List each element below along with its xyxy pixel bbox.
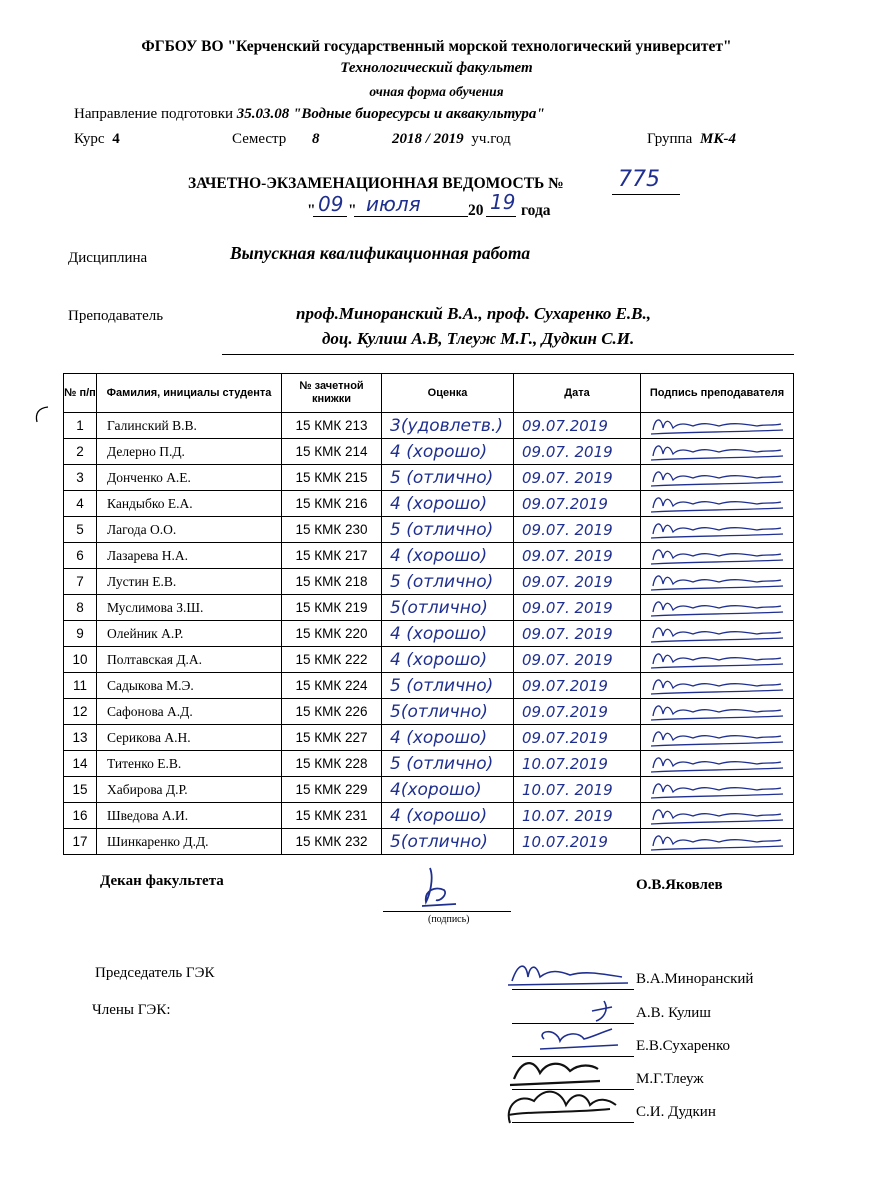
student-name: Кандыбко Е.А. (97, 491, 282, 517)
col-header-book: № зачетной книжки (282, 374, 382, 413)
grade: 4(хорошо) (390, 780, 482, 800)
date-day-underline (313, 216, 347, 217)
row-num: 12 (64, 699, 97, 725)
teacher-signature-cell (641, 647, 794, 673)
exam-date: 10.07.2019 (522, 833, 608, 851)
record-book-number: 15 КМК 219 (282, 595, 382, 621)
grade: 4 (хорошо) (390, 624, 488, 644)
row-num: 15 (64, 777, 97, 803)
grade: 5(отлично) (390, 598, 488, 618)
teacher-signature-cell (641, 543, 794, 569)
grade-cell (382, 699, 514, 725)
exam-date-cell (514, 621, 641, 647)
date-month: июля (366, 192, 421, 216)
date-month-underline (354, 216, 468, 217)
teacher-signature-cell (641, 803, 794, 829)
teacher-signature-cell (641, 517, 794, 543)
semester-row (232, 131, 320, 148)
teacher-signature-cell (641, 413, 794, 439)
record-book-number: 15 КМК 230 (282, 517, 382, 543)
year-word: года (521, 202, 551, 219)
exam-date: 09.07.2019 (522, 729, 608, 747)
exam-date-cell (514, 673, 641, 699)
table-row (64, 413, 794, 439)
grade-cell (382, 543, 514, 569)
table-row (64, 751, 794, 777)
exam-date: 10.07. 2019 (522, 781, 613, 799)
university-title: ФГБОУ ВО "Керченский государственный морской технологический университет" (141, 38, 732, 55)
record-book-number: 15 КМК 228 (282, 751, 382, 777)
grade: 5(отлично) (390, 832, 488, 852)
commission-signatures-icon (500, 955, 640, 1135)
discipline-value: Выпускная квалификационная работа (230, 243, 531, 263)
student-name: Сафонова А.Д. (97, 699, 282, 725)
discipline-label: Дисциплина (68, 250, 148, 266)
grade: 4 (хорошо) (390, 728, 488, 748)
exam-date: 09.07. 2019 (522, 625, 613, 643)
dean-signature-icon (400, 860, 480, 910)
teacher-signature-cell (641, 673, 794, 699)
grade-cell (382, 829, 514, 855)
col-header-num: № п/п (64, 374, 97, 413)
record-book-number: 15 КМК 226 (282, 699, 382, 725)
exam-date: 09.07.2019 (522, 703, 608, 721)
teacher-signature-cell (641, 777, 794, 803)
grades-table (63, 373, 794, 855)
row-num: 2 (64, 439, 97, 465)
table-row (64, 569, 794, 595)
exam-date: 10.07.2019 (522, 755, 608, 773)
exam-date: 09.07.2019 (522, 677, 608, 695)
teacher-signature-icon (647, 648, 787, 670)
grade: 4 (хорошо) (390, 546, 488, 566)
student-name: Серикова А.Н. (97, 725, 282, 751)
direction-row (74, 106, 545, 123)
table-row (64, 543, 794, 569)
grade: 5 (отлично) (390, 468, 494, 488)
grade-cell (382, 517, 514, 543)
teacher-signature-cell (641, 829, 794, 855)
student-name: Лагода О.О. (97, 517, 282, 543)
grade-cell (382, 673, 514, 699)
grade: 3(удовлетв.) (390, 416, 503, 436)
grade-cell (382, 491, 514, 517)
exam-date-cell (514, 803, 641, 829)
exam-date: 09.07. 2019 (522, 521, 613, 539)
student-name: Лазарева Н.А. (97, 543, 282, 569)
teacher-signature-cell (641, 699, 794, 725)
group-label: Группа (647, 131, 693, 147)
course-label: Курс (74, 131, 105, 147)
teacher-signature-icon (647, 570, 787, 592)
student-name: Делерно П.Д. (97, 439, 282, 465)
col-header-name: Фамилия, инициалы студента (97, 374, 282, 413)
dean-name: О.В.Яковлев (636, 877, 723, 893)
margin-mark-icon (30, 404, 52, 426)
exam-date-cell (514, 777, 641, 803)
date-day: 09 (318, 192, 344, 216)
exam-date-cell (514, 725, 641, 751)
commission-name-1: В.А.Миноранский (636, 971, 754, 987)
table-row (64, 491, 794, 517)
course-value: 4 (112, 131, 120, 147)
record-book-number: 15 КМК 227 (282, 725, 382, 751)
commission-name-3: Е.В.Сухаренко (636, 1038, 730, 1054)
semester-label: Семестр (232, 131, 287, 147)
row-num: 5 (64, 517, 97, 543)
grade-cell (382, 595, 514, 621)
commission-name-2: А.В. Кулиш (636, 1005, 711, 1021)
teacher-signature-cell (641, 439, 794, 465)
record-book-number: 15 КМК 216 (282, 491, 382, 517)
exam-date-cell (514, 491, 641, 517)
teacher-signature-icon (647, 804, 787, 826)
sheet-number: 775 (618, 167, 660, 192)
members-label: Члены ГЭК: (92, 1002, 171, 1018)
grade-cell (382, 803, 514, 829)
teacher-signature-icon (647, 466, 787, 488)
year-label: уч.год (471, 131, 511, 147)
table-row (64, 673, 794, 699)
record-book-number: 15 КМК 231 (282, 803, 382, 829)
grade: 4 (хорошо) (390, 442, 488, 462)
student-name: Шведова А.И. (97, 803, 282, 829)
student-name: Шинкаренко Д.Д. (97, 829, 282, 855)
teacher-signature-icon (647, 752, 787, 774)
exam-date: 10.07. 2019 (522, 807, 613, 825)
dean-label: Декан факультета (100, 873, 224, 889)
year-suffix: 19 (490, 190, 516, 214)
grade: 4 (хорошо) (390, 650, 488, 670)
record-book-number: 15 КМК 222 (282, 647, 382, 673)
record-book-number: 15 КМК 215 (282, 465, 382, 491)
teacher-signature-cell (641, 595, 794, 621)
record-book-number: 15 КМК 229 (282, 777, 382, 803)
table-row (64, 621, 794, 647)
col-header-grade: Оценка (382, 374, 514, 413)
year-row (392, 131, 511, 148)
exam-date-cell (514, 647, 641, 673)
row-num: 9 (64, 621, 97, 647)
row-num: 10 (64, 647, 97, 673)
student-name: Садыкова М.Э. (97, 673, 282, 699)
row-num: 16 (64, 803, 97, 829)
teacher-signature-icon (647, 518, 787, 540)
exam-date-cell (514, 465, 641, 491)
teacher-line-2: доц. Кулиш А.В, Тлеуж М.Г., Дудкин С.И. (322, 329, 635, 348)
grade-cell (382, 439, 514, 465)
exam-date: 09.07.2019 (522, 495, 608, 513)
grade-cell (382, 751, 514, 777)
date-quote-open: " (307, 202, 316, 219)
teacher-signature-icon (647, 830, 787, 852)
teacher-signature-cell (641, 465, 794, 491)
exam-date-cell (514, 439, 641, 465)
teacher-signature-cell (641, 491, 794, 517)
course-row (74, 131, 120, 148)
grade: 4 (хорошо) (390, 806, 488, 826)
date-quote-close: " (348, 202, 357, 219)
col-header-date: Дата (514, 374, 641, 413)
grade-cell (382, 777, 514, 803)
grade-cell (382, 465, 514, 491)
exam-date-cell (514, 829, 641, 855)
sheet-number-underline (612, 194, 680, 195)
exam-date: 09.07. 2019 (522, 651, 613, 669)
exam-date-cell (514, 517, 641, 543)
exam-date-cell (514, 413, 641, 439)
record-book-number: 15 КМК 214 (282, 439, 382, 465)
exam-date: 09.07. 2019 (522, 469, 613, 487)
teacher-signature-cell (641, 725, 794, 751)
record-book-number: 15 КМК 224 (282, 673, 382, 699)
grade: 5 (отлично) (390, 676, 494, 696)
student-name: Хабирова Д.Р. (97, 777, 282, 803)
table-row (64, 517, 794, 543)
row-num: 1 (64, 413, 97, 439)
year-prefix: 20 (468, 202, 484, 219)
record-book-number: 15 КМК 232 (282, 829, 382, 855)
table-row (64, 777, 794, 803)
grade: 5(отлично) (390, 702, 488, 722)
row-num: 8 (64, 595, 97, 621)
student-name: Лустин Е.В. (97, 569, 282, 595)
teacher-underline (222, 354, 794, 355)
grade: 5 (отлично) (390, 572, 494, 592)
student-name: Муслимова З.Ш. (97, 595, 282, 621)
student-name: Галинский В.В. (97, 413, 282, 439)
signature-caption: (подпись) (428, 914, 470, 925)
grade: 5 (отлично) (390, 520, 494, 540)
grade-cell (382, 413, 514, 439)
table-row (64, 439, 794, 465)
grade-cell (382, 621, 514, 647)
exam-date-cell (514, 569, 641, 595)
teacher-signature-icon (647, 492, 787, 514)
group-row (647, 131, 736, 148)
col-header-sign: Подпись преподавателя (641, 374, 794, 413)
teacher-signature-icon (647, 440, 787, 462)
table-row (64, 829, 794, 855)
teacher-signature-icon (647, 700, 787, 722)
student-name: Олейник А.Р. (97, 621, 282, 647)
student-name: Титенко Е.В. (97, 751, 282, 777)
teacher-signature-icon (647, 674, 787, 696)
row-num: 6 (64, 543, 97, 569)
exam-date-cell (514, 699, 641, 725)
row-num: 3 (64, 465, 97, 491)
exam-date-cell (514, 595, 641, 621)
teacher-signature-icon (647, 414, 787, 436)
exam-date-cell (514, 543, 641, 569)
row-num: 11 (64, 673, 97, 699)
teacher-signature-cell (641, 569, 794, 595)
faculty-name: Технологический факультет (340, 60, 533, 76)
year-underline (486, 216, 516, 217)
dean-signature-line (383, 911, 511, 912)
teacher-signature-cell (641, 751, 794, 777)
exam-date: 09.07. 2019 (522, 573, 613, 591)
chair-label: Председатель ГЭК (95, 965, 215, 981)
teacher-signature-icon (647, 544, 787, 566)
record-book-number: 15 КМК 213 (282, 413, 382, 439)
row-num: 7 (64, 569, 97, 595)
table-row (64, 803, 794, 829)
grade-cell (382, 569, 514, 595)
exam-date: 09.07.2019 (522, 417, 608, 435)
row-num: 17 (64, 829, 97, 855)
row-num: 14 (64, 751, 97, 777)
grade: 5 (отлично) (390, 754, 494, 774)
grade-cell (382, 647, 514, 673)
student-name: Донченко А.Е. (97, 465, 282, 491)
teacher-signature-icon (647, 596, 787, 618)
commission-name-5: С.И. Дудкин (636, 1104, 716, 1120)
table-row (64, 647, 794, 673)
student-name: Полтавская Д.А. (97, 647, 282, 673)
exam-date: 09.07. 2019 (522, 443, 613, 461)
record-book-number: 15 КМК 218 (282, 569, 382, 595)
group-value: МК-4 (700, 131, 737, 147)
table-header-row (64, 374, 794, 413)
semester-value: 8 (312, 131, 320, 147)
teacher-line-1: проф.Миноранский В.А., проф. Сухаренко Е.В., (296, 304, 652, 323)
teacher-label: Преподаватель (68, 308, 164, 324)
teacher-signature-icon (647, 726, 787, 748)
commission-name-4: М.Г.Тлеуж (636, 1071, 704, 1087)
grade-cell (382, 725, 514, 751)
year-value: 2018 / 2019 (392, 131, 464, 147)
grade: 4 (хорошо) (390, 494, 488, 514)
direction-label: Направление подготовки (74, 106, 234, 122)
exam-date-cell (514, 751, 641, 777)
teacher-signature-icon (647, 622, 787, 644)
table-row (64, 725, 794, 751)
teacher-signature-cell (641, 621, 794, 647)
row-num: 4 (64, 491, 97, 517)
study-form: очная форма обучения (369, 84, 504, 99)
sheet-title: ЗАЧЕТНО-ЭКЗАМЕНАЦИОННАЯ ВЕДОМОСТЬ № (188, 175, 564, 192)
teacher-signature-icon (647, 778, 787, 800)
table-row (64, 465, 794, 491)
direction-value: 35.03.08 "Водные биоресурсы и аквакультура" (236, 106, 545, 122)
exam-date: 09.07. 2019 (522, 599, 613, 617)
record-book-number: 15 КМК 220 (282, 621, 382, 647)
exam-date: 09.07. 2019 (522, 547, 613, 565)
table-row (64, 699, 794, 725)
record-book-number: 15 КМК 217 (282, 543, 382, 569)
table-row (64, 595, 794, 621)
row-num: 13 (64, 725, 97, 751)
